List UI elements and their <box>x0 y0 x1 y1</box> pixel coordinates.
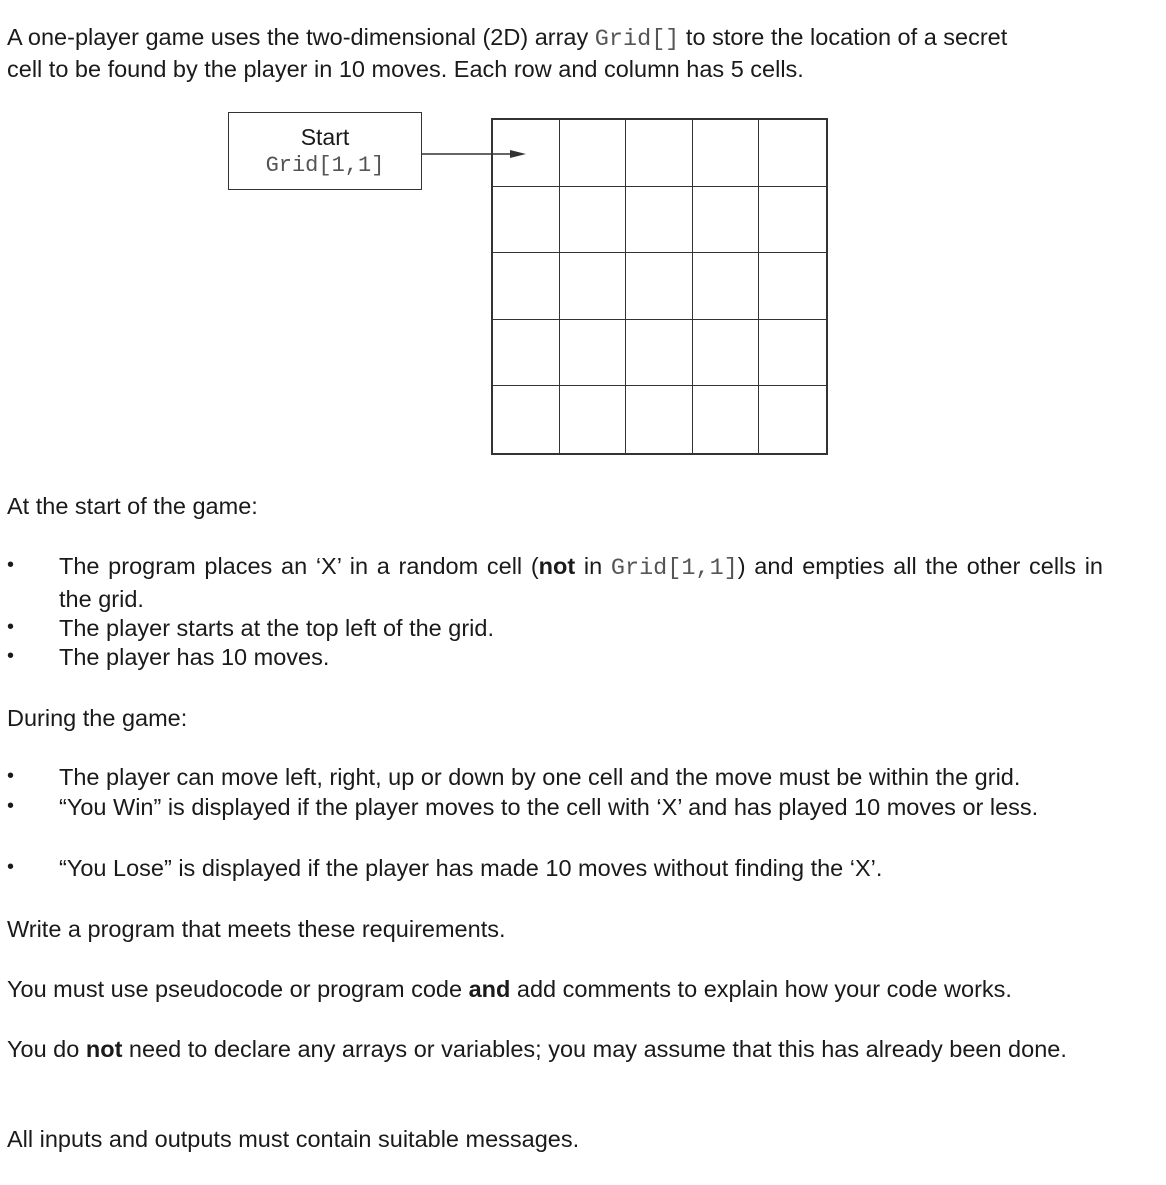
instruction-pseudocode-a: You must use pseudocode or program code <box>7 976 469 1002</box>
game-grid <box>491 118 828 455</box>
grid-cell <box>759 253 826 320</box>
bullet-dot: • <box>7 856 15 878</box>
instruction-declare <box>7 1034 1107 1064</box>
grid-cell <box>693 253 760 320</box>
grid-cell <box>493 187 560 254</box>
start-label: Start <box>300 124 350 150</box>
start-bullet-1-code: Grid[1,1] <box>610 555 738 582</box>
start-bullet-1 <box>59 551 1103 614</box>
grid-cell <box>560 320 627 387</box>
instruction-declare-a: You do <box>7 1036 86 1062</box>
grid-cell <box>759 320 826 387</box>
grid-cell <box>626 320 693 387</box>
start-bullet-3: The player has 10 moves. <box>59 644 330 670</box>
grid-cell <box>693 120 760 187</box>
grid-cell <box>759 386 826 453</box>
grid-array-code: Grid[] <box>594 26 680 53</box>
grid-cell <box>560 187 627 254</box>
instruction-pseudocode-b: add comments to explain how your code works. <box>510 976 1012 1002</box>
start-heading: At the start of the game: <box>7 493 258 519</box>
during-bullet-1: The player can move left, right, up or down by one cell and the move must be within the grid. <box>59 764 1021 790</box>
intro-text-end: to store the location of a secret <box>679 24 1008 50</box>
start-bullet-1-part-a: The program places an ‘X’ in a random cell ( <box>59 553 539 579</box>
grid-cell <box>560 120 627 187</box>
intro-line2-text: cell to be found by the player in 10 moves. Each row and column has 5 cells. <box>7 56 804 82</box>
instruction-write-program: Write a program that meets these requirements. <box>7 916 506 942</box>
bullet-dot: • <box>7 795 15 817</box>
bullet-dot: • <box>7 616 15 638</box>
intro-paragraph-line2 <box>7 54 1107 84</box>
during-bullet-3: “You Lose” is displayed if the player has made 10 moves without finding the ‘X’. <box>59 855 883 881</box>
grid-cell <box>493 386 560 453</box>
grid-cell <box>493 120 560 187</box>
grid-cell <box>560 386 627 453</box>
start-bullet-2: The player starts at the top left of the grid. <box>59 615 494 641</box>
start-bullet-1-part-c: ) and empties all the other cells in the grid. <box>59 553 1103 612</box>
grid-cell <box>626 253 693 320</box>
grid-cell <box>693 187 760 254</box>
bullet-dot: • <box>7 645 15 667</box>
instruction-messages: All inputs and outputs must contain suitable messages. <box>7 1126 580 1152</box>
grid-cell <box>693 320 760 387</box>
instruction-pseudocode-bold: and <box>468 976 511 1002</box>
intro-text-start: A one-player game uses the two-dimensional (2D) array <box>7 24 595 50</box>
intro-paragraph <box>7 22 1107 55</box>
grid-cell <box>626 386 693 453</box>
grid-cell <box>493 253 560 320</box>
instruction-pseudocode <box>7 974 1107 1004</box>
start-bullet-1-bold: not <box>538 553 576 579</box>
during-bullet-2: “You Win” is displayed if the player moves to the cell with ‘X’ and has played 10 moves or less. <box>59 794 1039 820</box>
grid-cell <box>759 187 826 254</box>
start-cell-label: Grid[1,1] <box>265 153 385 178</box>
grid-cell <box>560 253 627 320</box>
instruction-declare-bold: not <box>85 1036 123 1062</box>
during-heading: During the game: <box>7 705 188 731</box>
instruction-declare-b: need to declare any arrays or variables; you may assume that this has already been done. <box>122 1036 1067 1062</box>
grid-cell <box>626 120 693 187</box>
grid-cell <box>626 187 693 254</box>
start-box <box>228 112 422 190</box>
bullet-dot: • <box>7 554 15 576</box>
grid-cell <box>759 120 826 187</box>
grid-cell <box>493 320 560 387</box>
bullet-dot: • <box>7 765 15 787</box>
start-bullet-1-part-b: in <box>575 553 611 579</box>
grid-cell <box>693 386 760 453</box>
